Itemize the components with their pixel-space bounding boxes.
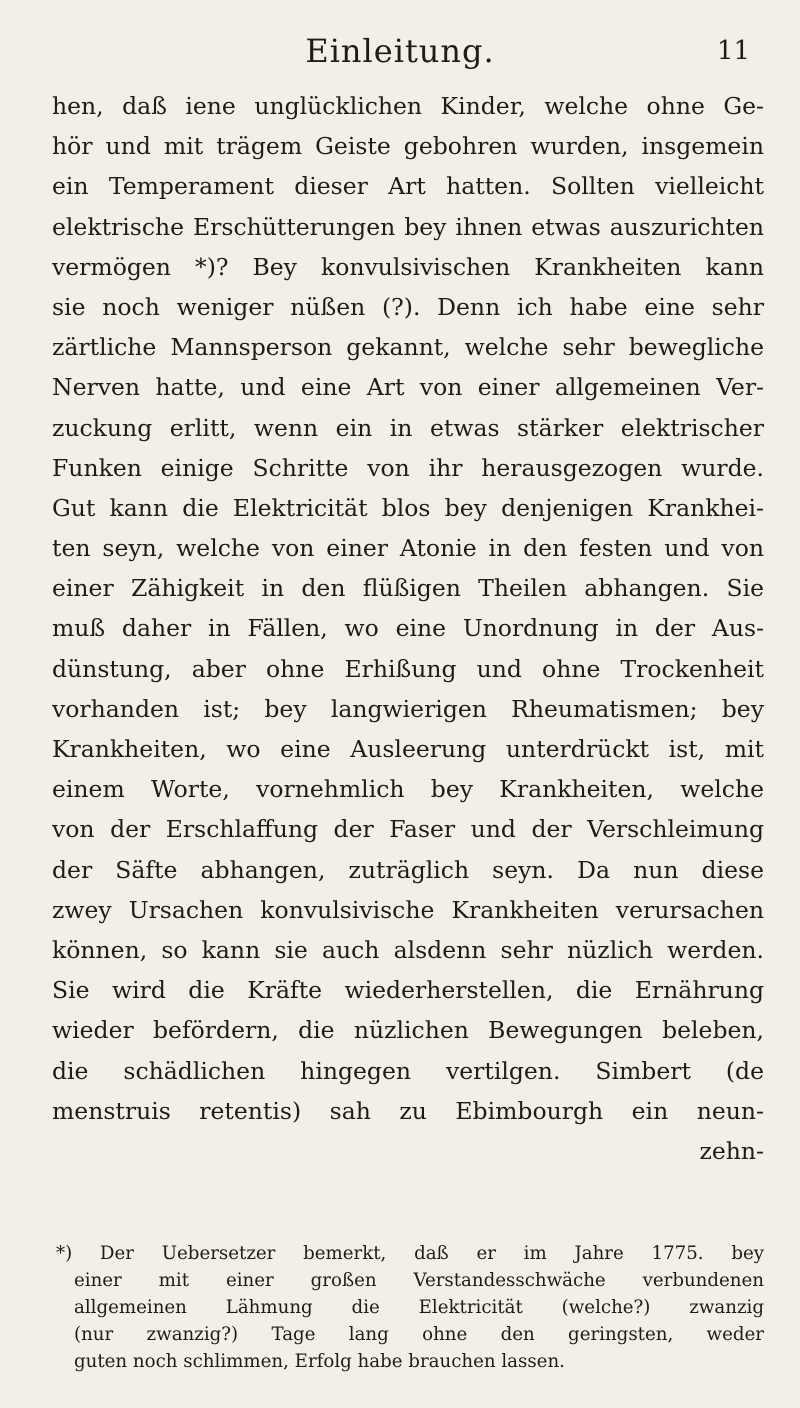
text-line: menstruis retentis) sah zu Ebimbourgh ein neun-: [52, 1096, 764, 1125]
text-line: ten seyn, welche von einer Atonie in den festen und von: [52, 534, 764, 563]
text-line: die schädlichen hingegen vertilgen. Simbert (de: [52, 1056, 764, 1085]
footnote-line: guten noch schlimmen, Erfolg habe brauchen lassen.: [74, 1351, 565, 1372]
running-head: [0, 28, 800, 78]
text-line: muß daher in Fällen, wo eine Unordnung in der Aus-: [52, 614, 764, 643]
catchword: zehn-: [699, 1136, 764, 1165]
text-line: Funken einige Schritte von ihr herausgezogen wurde.: [52, 453, 764, 482]
text-line: zärtliche Mannsperson gekannt, welche sehr bewegliche: [52, 333, 764, 362]
footnote: [52, 1240, 764, 1375]
text-line: können, so kann sie auch alsdenn sehr nüzlich werden.: [52, 935, 764, 964]
text-line: vorhanden ist; bey langwierigen Rheumatismen; bey: [52, 694, 764, 723]
body-text: [52, 86, 764, 1171]
text-line: Gut kann die Elektricität blos bey denjenigen Krankhei-: [52, 493, 764, 522]
text-line: zuckung erlitt, wenn ein in etwas stärker elektrischer: [52, 413, 764, 442]
footnote-line: allgemeinen Lähmung die Elektricität (welche?) zwanzig: [74, 1297, 764, 1318]
text-line: von der Erschlaffung der Faser und der Verschleimung: [52, 815, 764, 844]
text-line: hen, daß iene unglücklichen Kinder, welche ohne Ge-: [52, 92, 764, 120]
page-number: 11: [716, 36, 750, 66]
text-line: ein Temperament dieser Art hatten. Sollten vielleicht: [52, 172, 764, 201]
text-line: hör und mit trägem Geiste gebohren wurden, insgemein: [52, 132, 764, 161]
text-line: elektrische Erschütterungen bey ihnen etwas auszurichten: [52, 212, 764, 241]
text-line: der Säfte abhangen, zuträglich seyn. Da nun diese: [52, 855, 764, 884]
text-line: einem Worte, vornehmlich bey Krankheiten, welche: [52, 775, 764, 804]
text-line: einer Zähigkeit in den flüßigen Theilen abhangen. Sie: [52, 574, 764, 603]
footnote-line: (nur zwanzig?) Tage lang ohne den geringsten, weder: [74, 1324, 764, 1345]
footnote-line: einer mit einer großen Verstandesschwäche verbundenen: [74, 1270, 764, 1291]
text-line: Krankheiten, wo eine Ausleerung unterdrückt ist, mit: [52, 735, 764, 763]
text-line: sie noch weniger nüßen (?). Denn ich habe eine sehr: [52, 292, 764, 321]
chapter-title: Einleitung.: [305, 32, 495, 70]
text-line: vermögen *)? Bey konvulsivischen Krankheiten kann: [52, 252, 764, 281]
text-line: Sie wird die Kräfte wiederherstellen, die Ernährung: [52, 976, 764, 1005]
text-line: dünstung, aber ohne Erhißung und ohne Trockenheit: [52, 654, 764, 683]
footnote-line: *) Der Uebersetzer bemerkt, daß er im Jahre 1775. bey: [56, 1243, 764, 1264]
text-line: Nerven hatte, und eine Art von einer allgemeinen Ver-: [52, 373, 764, 402]
text-line: wieder befördern, die nüzlichen Bewegungen beleben,: [52, 1016, 764, 1045]
text-line: zwey Ursachen konvulsivische Krankheiten verursachen: [52, 895, 764, 924]
